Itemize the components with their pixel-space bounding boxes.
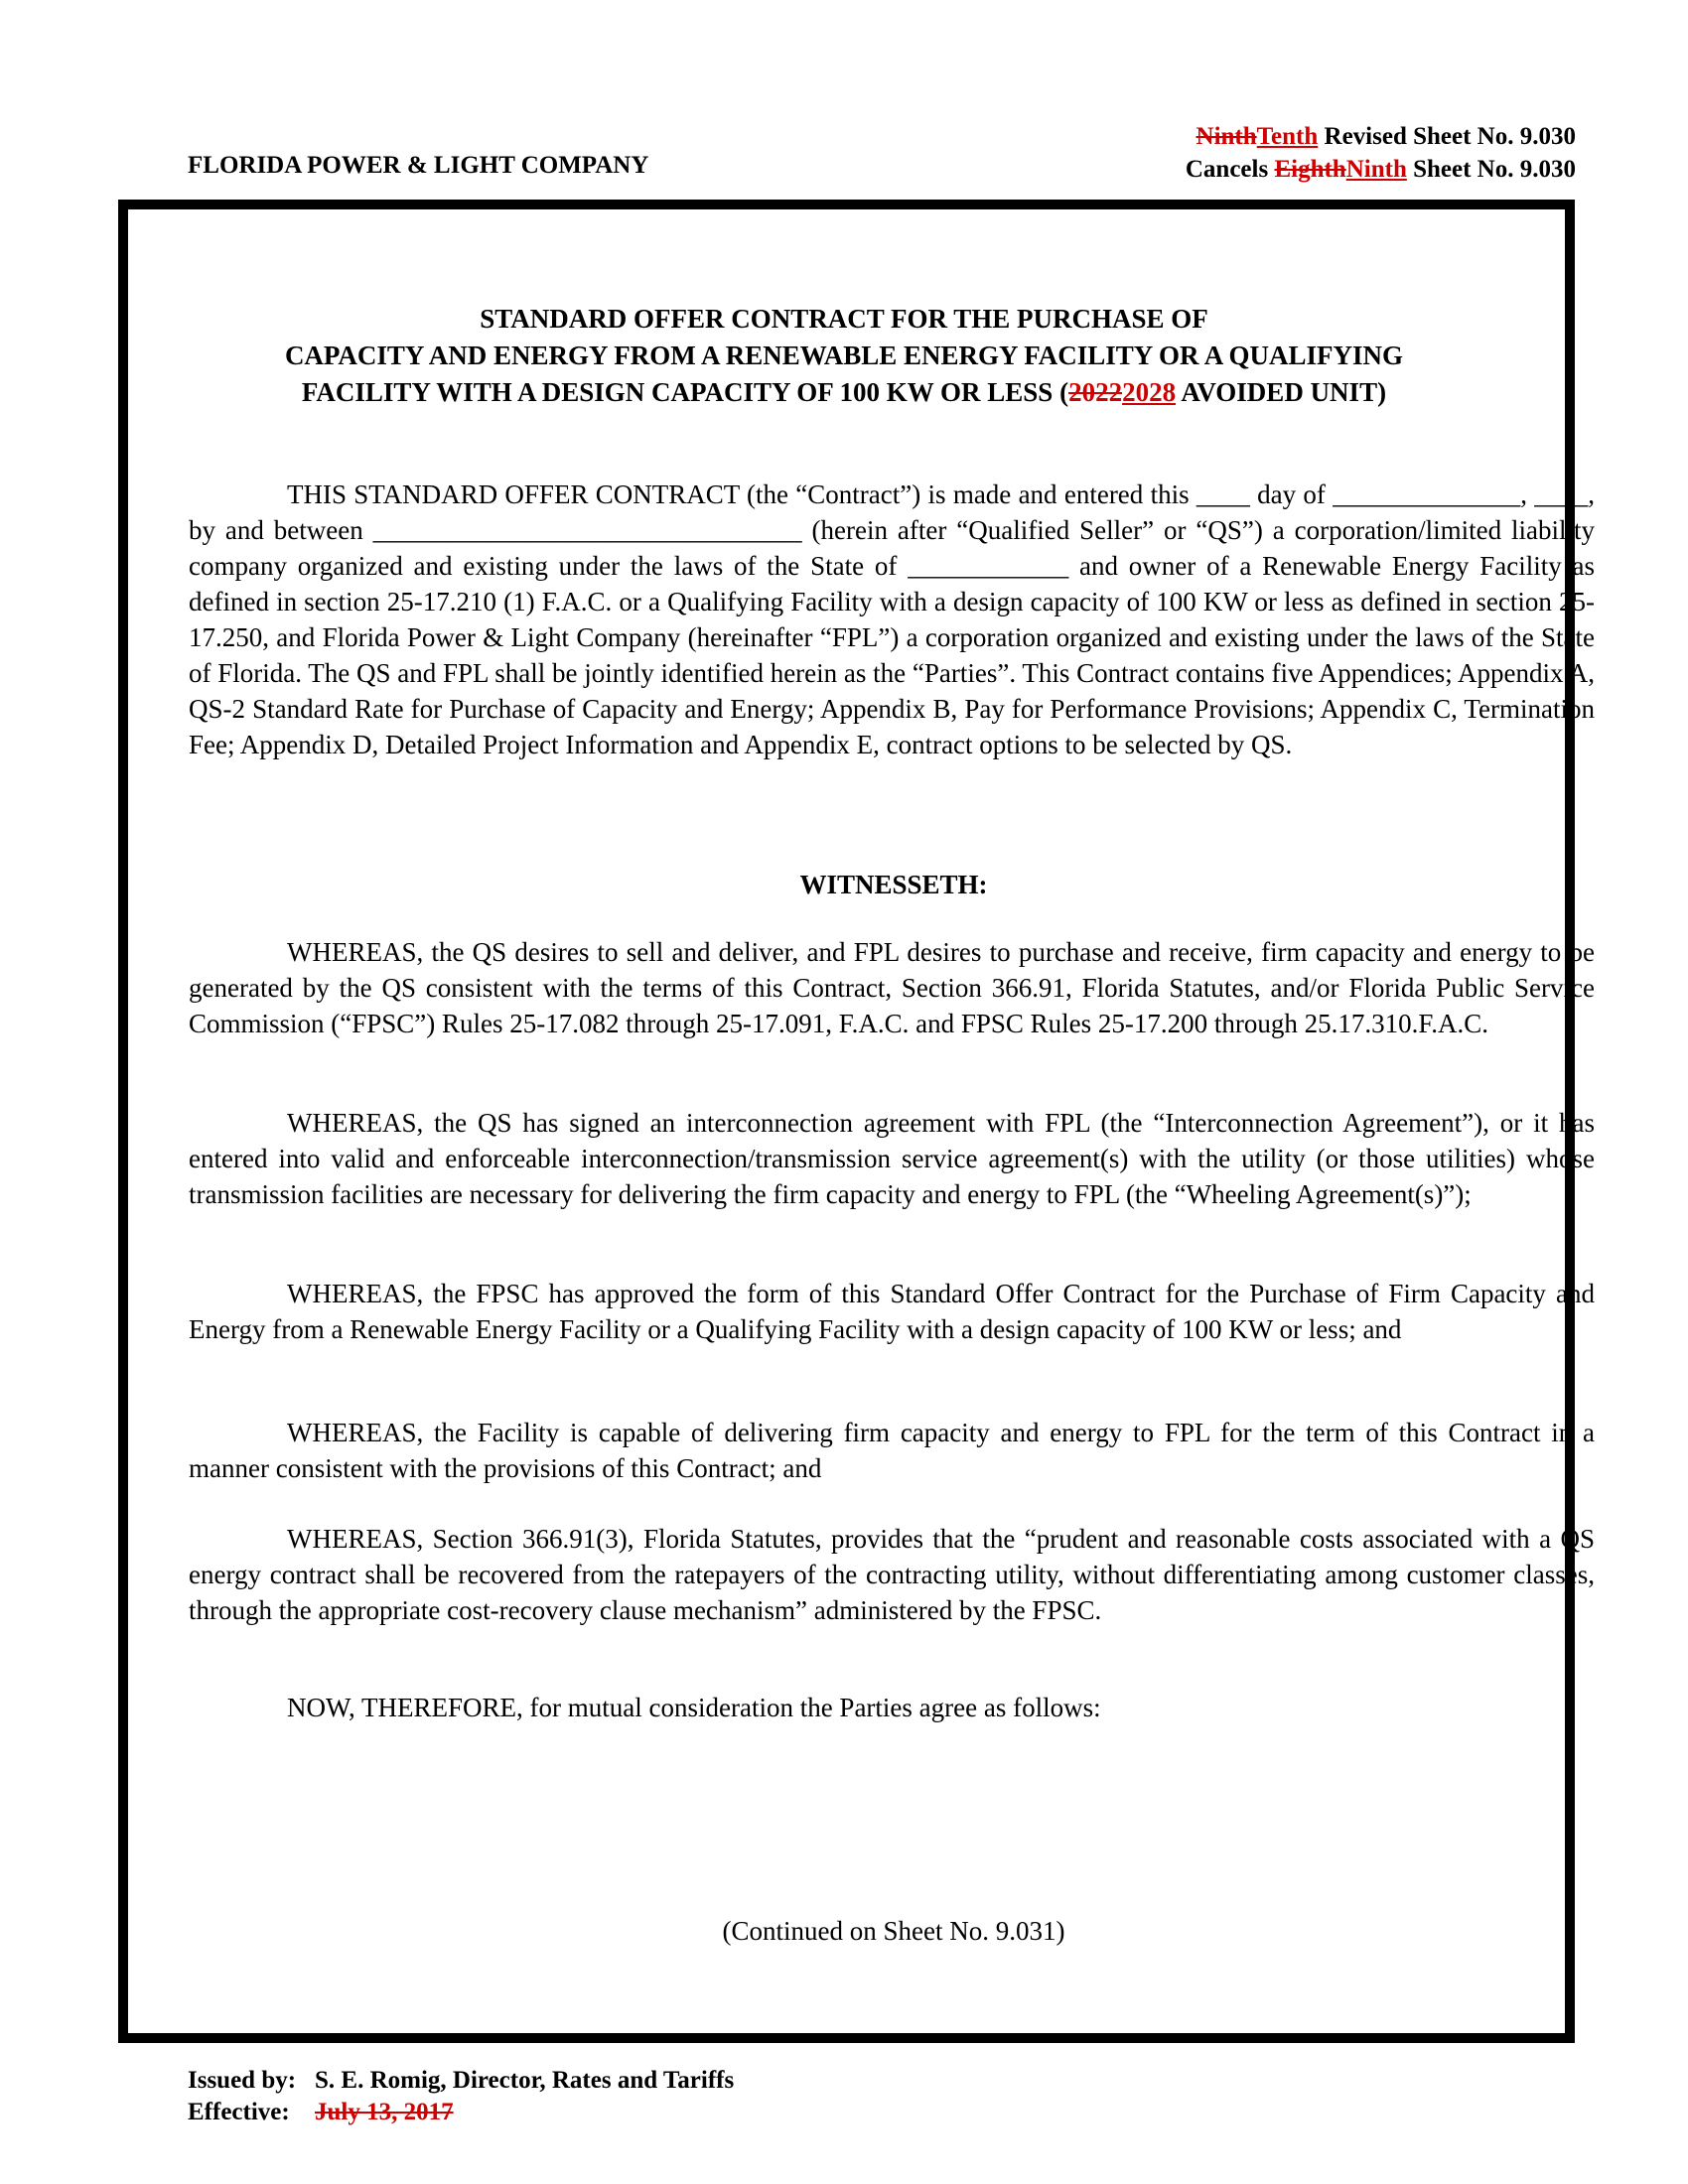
issued-by-line — [188, 2065, 734, 2097]
now-therefore-block — [189, 1690, 1595, 1725]
title-line-3-suffix: AVOIDED UNIT) — [1176, 377, 1387, 407]
whereas-3-block — [189, 1276, 1595, 1347]
witnesseth-heading: WITNESSETH: — [799, 870, 988, 899]
contract-title — [129, 301, 1559, 411]
title-deleted-year: 2022 — [1068, 377, 1123, 407]
sheet-revision-block — [1186, 120, 1576, 186]
title-line-3 — [129, 374, 1559, 411]
title-line-2: CAPACITY AND ENERGY FROM A RENEWABLE ENERGY FACILITY OR A QUALIFYING — [284, 341, 1404, 370]
footer-block — [188, 2065, 734, 2128]
effective-line — [188, 2097, 734, 2128]
now-therefore-paragraph: NOW, THEREFORE, for mutual consideration the Parties agree as follows: — [287, 1693, 1101, 1722]
whereas-paragraph-1: WHEREAS, the QS desires to sell and deliver, and FPL desires to purchase and receive, firm capacity and energy to be generated by the QS consistent with the terms of this Contract, Section 366.91, Florida Statutes, and/or Florida Public Service Commission (“FPSC”) Rules 25-17.082 through 25-17.091, F.A.C. and FPSC Rules 25-17.200 through 25.17.310.F.A.C. — [189, 937, 1595, 1038]
cancels-sheet-text: Sheet No. 9.030 — [1406, 156, 1576, 183]
revised-sheet-line — [1186, 120, 1576, 153]
effective-deleted-date: July 13, 2017 — [315, 2099, 454, 2125]
whereas-1-block — [189, 934, 1595, 1041]
whereas-paragraph-2: WHEREAS, the QS has signed an interconnection agreement with FPL (the “Interconnection Agreement”), or it has entered into valid and enforceable interconnection/transmission service agreement(s) with the utility (or those utilities) whose transmission facilities are necessary for delivering the firm capacity and energy to FPL (the “Wheeling Agreement(s)”); — [189, 1108, 1595, 1209]
whereas-paragraph-3: WHEREAS, the FPSC has approved the form of this Standard Offer Contract for the Purchase of Firm Capacity and Energy from a Renewable Energy Facility or a Qualifying Facility with a design capacity of 100 KW or less; and — [189, 1279, 1595, 1344]
revised-inserted-text: Tenth — [1256, 123, 1319, 150]
cancels-inserted-text: Ninth — [1345, 156, 1407, 183]
revised-sheet-text: Revised Sheet No. 9.030 — [1318, 123, 1576, 150]
continued-note: (Continued on Sheet No. 9.031) — [722, 1916, 1065, 1946]
whereas-paragraph-4: WHEREAS, the Facility is capable of delivering firm capacity and energy to FPL for the term of this Contract in a manner consistent with the provisions of this Contract; and — [189, 1418, 1595, 1483]
intro-paragraph-block — [189, 477, 1595, 762]
cancels-deleted-text: Eighth — [1274, 156, 1346, 183]
revised-deleted-text: Ninth — [1196, 123, 1257, 150]
cancels-sheet-line — [1186, 153, 1576, 186]
issued-by-value: S. E. Romig, Director, Rates and Tariffs — [315, 2067, 735, 2094]
company-name: FLORIDA POWER & LIGHT COMPANY — [188, 152, 649, 179]
whereas-4-block — [189, 1415, 1595, 1486]
whereas-2-block — [189, 1105, 1595, 1212]
title-line-1: STANDARD OFFER CONTRACT FOR THE PURCHASE OF — [480, 304, 1208, 334]
cancels-prefix-text: Cancels — [1185, 156, 1275, 183]
effective-label: Effective: — [188, 2099, 290, 2125]
title-inserted-year: 2028 — [1122, 377, 1177, 407]
title-line-3-prefix: FACILITY WITH A DESIGN CAPACITY OF 100 KW OR LESS ( — [301, 377, 1069, 407]
whereas-paragraph-5: WHEREAS, Section 366.91(3), Florida Statutes, provides that the “prudent and reasonable costs associated with a QS energy contract shall be recovered from the ratepayers of the contracting utility, without differentiating among customer classes, through the appropriate cost-recovery clause mechanism” administered by the FPSC. — [189, 1524, 1595, 1625]
issued-by-label: Issued by: — [188, 2067, 297, 2094]
whereas-5-block — [189, 1521, 1595, 1628]
intro-paragraph: THIS STANDARD OFFER CONTRACT (the “Contract”) is made and entered this ____ day of ______________, ____, by and between ________________________________ (herein after “Qualified Seller” or “QS”) a corporation/limited liability company organized and existing under the laws of the State of ____________ and owner of a Renewable Energy Facility as defined in section 25-17.210 (1) F.A.C. or a Qualifying Facility with a design capacity of 100 KW or less as defined in section 25-17.250, and Florida Power & Light Company (hereinafter “FPL”) a corporation organized and existing under the laws of the State of Florida. The QS and FPL shall be jointly identified herein as the “Parties”. This Contract contains five Appendices; Appendix A, QS-2 Standard Rate for Purchase of Capacity and Energy; Appendix B, Pay for Performance Provisions; Appendix C, Termination Fee; Appendix D, Detailed Project Information and Appendix E, contract options to be selected by QS. — [189, 479, 1595, 759]
